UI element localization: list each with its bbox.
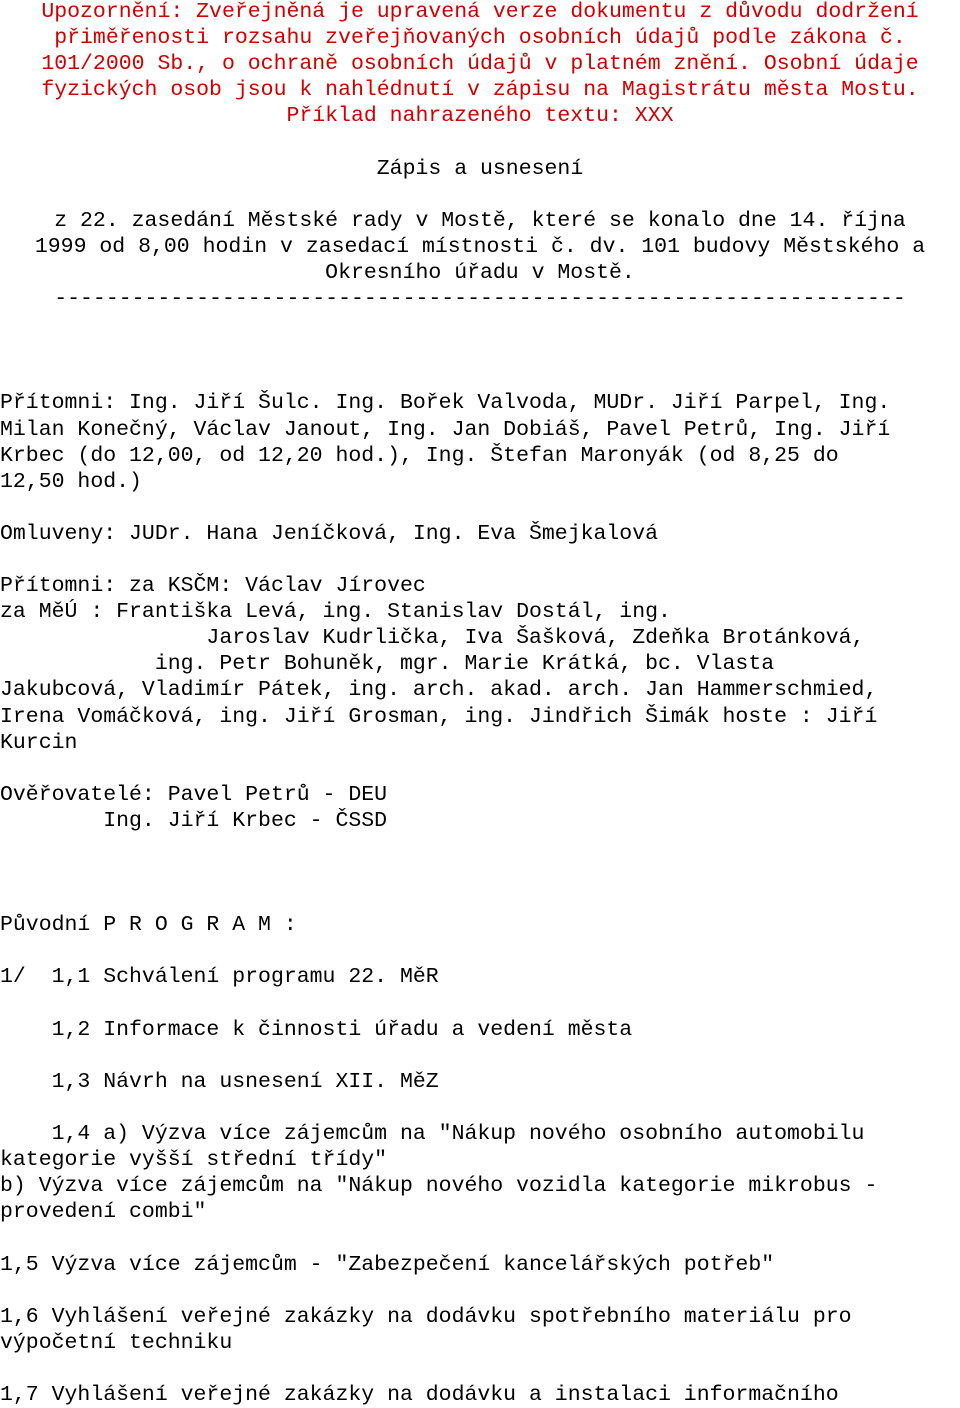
guests-line: Jaroslav Kudrlička, Iva Šašková, Zdeňka Brotánková, xyxy=(0,626,865,651)
document-title: Zápis a usnesení xyxy=(376,156,584,181)
program-item-line: kategorie vyšší střední třídy" xyxy=(0,1148,388,1173)
notice-line: 101/2000 Sb., o ochraně osobních údajů v platném znění. Osobní údaje xyxy=(41,52,919,77)
guests-line: Jakubcová, Vladimír Pátek, ing. arch. akad. arch. Jan Hammerschmied, xyxy=(0,678,878,703)
session-line: 1999 od 8,00 hodin v zasedací místnosti č. dv. 101 budovy Městského a xyxy=(34,234,926,259)
guests-line: Přítomni: za KSČM: Václav Jírovec xyxy=(0,574,426,599)
program-item-line: b) Výzva více zájemcům na "Nákup nového vozidla kategorie mikrobus - xyxy=(0,1174,878,1199)
program-list xyxy=(0,964,960,1408)
present-members xyxy=(0,390,960,494)
session-line: Okresního úřadu v Mostě. xyxy=(325,260,635,285)
program-item xyxy=(0,964,960,990)
present-line: Přítomni: Ing. Jiří Šulc. Ing. Bořek Valvoda, MUDr. Jiří Parpel, Ing. xyxy=(0,391,891,416)
session-info xyxy=(0,208,960,286)
present-guests xyxy=(0,573,960,756)
privacy-notice xyxy=(0,0,960,129)
verifier-line: Ing. Jiří Krbec - ČSSD xyxy=(0,808,388,833)
program-item xyxy=(0,1382,960,1408)
program-item xyxy=(0,1121,960,1225)
program-item xyxy=(0,1069,960,1095)
verifiers xyxy=(0,782,960,834)
program-item xyxy=(0,1017,960,1043)
program-item xyxy=(0,1252,960,1278)
present-line: Milan Konečný, Václav Janout, Ing. Jan Dobiáš, Pavel Petrů, Ing. Jiří xyxy=(0,417,891,442)
session-line: z 22. zasedání Městské rady v Mostě, které se konalo dne 14. října xyxy=(54,208,906,233)
guests-line: Irena Vomáčková, ing. Jiří Grosman, ing. Jindřich Šimák hoste : Jiří xyxy=(0,704,878,729)
excused-members: Omluveny: JUDr. Hana Jeníčková, Ing. Eva Šmejkalová xyxy=(0,521,659,546)
program-item-line: 1,6 Vyhlášení veřejné zakázky na dodávku spotřebního materiálu pro xyxy=(0,1304,852,1329)
notice-line: fyzických osob jsou k nahlédnutí v zápisu na Magistrátu města Mostu. xyxy=(41,78,919,103)
program-item-line: 1,5 Výzva více zájemcům - "Zabezpečení kancelářských potřeb" xyxy=(0,1252,775,1277)
guests-line: ing. Petr Bohuněk, mgr. Marie Krátká, bc. Vlasta xyxy=(0,652,775,677)
verifier-line: Ověřovatelé: Pavel Petrů - DEU xyxy=(0,782,388,807)
present-line: Krbec (do 12,00, od 12,20 hod.), Ing. Štefan Maronyák (od 8,25 do xyxy=(0,443,839,468)
program-item-line: 1,7 Vyhlášení veřejné zakázky na dodávku a instalaci informačního xyxy=(0,1382,839,1407)
guests-line: za MěÚ : Františka Levá, ing. Stanislav Dostál, ing. xyxy=(0,600,671,625)
program-heading: Původní P R O G R A M : xyxy=(0,913,297,938)
program-item-line: 1,4 a) Výzva více zájemcům na "Nákup nového osobního automobilu xyxy=(0,1122,865,1147)
program-item-line: provedení combi" xyxy=(0,1200,207,1225)
program-item xyxy=(0,1304,960,1356)
notice-line: Příklad nahrazeného textu: XXX xyxy=(286,104,674,129)
program-item-line: 1,3 Návrh na usnesení XII. MěZ xyxy=(0,1069,439,1094)
program-item-line: 1/ 1,1 Schválení programu 22. MěR xyxy=(0,965,439,990)
present-line: 12,50 hod.) xyxy=(0,469,142,494)
divider: ------------------------------------------------------------------ xyxy=(54,287,906,312)
notice-line: Upozornění: Zveřejněná je upravená verze dokumentu z důvodu dodržení xyxy=(41,0,919,24)
program-item-line: výpočetní techniku xyxy=(0,1330,233,1355)
program-item-line: 1,2 Informace k činnosti úřadu a vedení města xyxy=(0,1017,633,1042)
notice-line: přiměřenosti rozsahu zveřejňovaných osobních údajů podle zákona č. xyxy=(54,26,906,51)
guests-line: Kurcin xyxy=(0,730,78,755)
